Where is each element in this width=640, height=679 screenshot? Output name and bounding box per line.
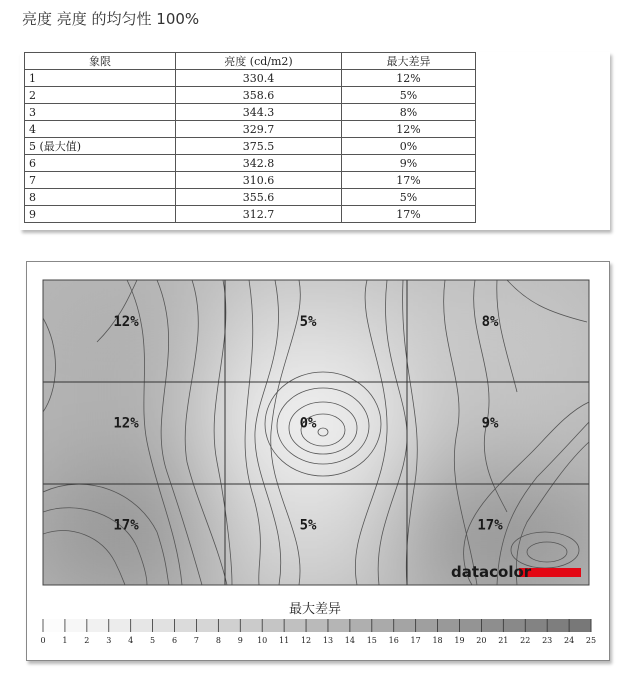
colorbar-tick-label: 8 xyxy=(215,636,221,645)
colorbar-segment xyxy=(503,619,525,632)
cell-quadrant: 8 xyxy=(25,189,176,206)
logo-text: datacolor xyxy=(451,563,532,581)
colorbar-tick-label: 10 xyxy=(257,636,268,645)
colorbar-tick-label: 5 xyxy=(150,636,156,645)
colorbar-tick-label: 1 xyxy=(62,636,68,645)
table-row xyxy=(25,189,476,206)
cell-max-diff: 17% xyxy=(342,206,476,223)
uniformity-table xyxy=(24,52,476,223)
colorbar-segment xyxy=(394,619,416,632)
quadrant-shade xyxy=(33,473,235,595)
cell-label-6: 9% xyxy=(481,415,499,432)
colorbar-segment xyxy=(328,619,350,632)
colorbar-tick-label: 14 xyxy=(344,636,355,645)
colorbar-segment xyxy=(459,619,481,632)
colorbar-segment xyxy=(218,619,240,632)
table-row xyxy=(25,206,476,223)
colorbar-tick-label: 11 xyxy=(279,636,290,645)
colorbar-segment xyxy=(153,619,175,632)
cell-max-diff: 8% xyxy=(342,104,476,121)
uniformity-heatmap xyxy=(27,262,609,660)
cell-luminance: 342.8 xyxy=(176,155,342,172)
table-row xyxy=(25,70,476,87)
colorbar-segment xyxy=(438,619,460,632)
header-quadrant: 象限 xyxy=(25,53,176,70)
colorbar-segment xyxy=(416,619,438,632)
table-row xyxy=(25,155,476,172)
colorbar-segment xyxy=(87,619,109,632)
cell-luminance: 375.5 xyxy=(176,138,342,155)
cell-label-4: 12% xyxy=(113,415,139,432)
colorbar-tick-label: 12 xyxy=(300,636,312,645)
header-max-diff: 最大差异 xyxy=(342,53,476,70)
colorbar-segment xyxy=(240,619,262,632)
cell-quadrant: 5 (最大值) xyxy=(25,138,176,155)
colorbar-tick-label: 6 xyxy=(171,636,178,645)
table-card xyxy=(20,52,610,230)
cell-quadrant: 4 xyxy=(25,121,176,138)
colorbar-segment xyxy=(306,619,328,632)
cell-label-3: 8% xyxy=(481,314,499,330)
colorbar-title: 最大差异 xyxy=(288,602,342,617)
colorbar-segment xyxy=(262,619,284,632)
colorbar-tick-label: 4 xyxy=(128,636,134,645)
colorbar xyxy=(40,619,596,645)
colorbar-tick-label: 0 xyxy=(40,636,46,645)
colorbar-segment xyxy=(175,619,197,632)
colorbar-tick-label: 13 xyxy=(322,636,334,645)
colorbar-tick-label: 25 xyxy=(585,636,597,645)
header-luminance: 亮度 (cd/m2) xyxy=(176,53,342,70)
colorbar-segment xyxy=(131,619,153,632)
table-row xyxy=(25,138,476,155)
colorbar-segment xyxy=(109,619,131,632)
colorbar-segment xyxy=(569,619,591,632)
colorbar-segment xyxy=(43,619,65,632)
colorbar-tick-label: 19 xyxy=(454,636,465,645)
cell-max-diff: 12% xyxy=(342,121,476,138)
colorbar-tick-label: 9 xyxy=(237,636,243,645)
colorbar-segment xyxy=(284,619,306,632)
colorbar-segment xyxy=(65,619,87,632)
cell-quadrant: 2 xyxy=(25,87,176,104)
colorbar-segment xyxy=(525,619,547,632)
colorbar-tick-label: 2 xyxy=(84,636,90,645)
cell-luminance: 312.7 xyxy=(176,206,342,223)
colorbar-segment xyxy=(196,619,218,632)
colorbar-tick-label: 18 xyxy=(432,636,443,645)
cell-max-diff: 12% xyxy=(342,70,476,87)
cell-label-9: 17% xyxy=(477,517,503,534)
colorbar-tick-label: 21 xyxy=(498,636,509,645)
cell-quadrant: 7 xyxy=(25,172,176,189)
quadrant-shade xyxy=(215,473,417,595)
cell-quadrant: 9 xyxy=(25,206,176,223)
colorbar-tick-label: 15 xyxy=(366,636,377,645)
cell-quadrant: 1 xyxy=(25,70,176,87)
colorbar-segment xyxy=(372,619,394,632)
cell-max-diff: 5% xyxy=(342,87,476,104)
colorbar-segment xyxy=(481,619,503,632)
colorbar-tick-label: 17 xyxy=(410,636,421,645)
cell-label-5: 0% xyxy=(299,415,317,432)
colorbar-tick-label: 3 xyxy=(106,636,112,645)
table-row xyxy=(25,104,476,121)
cell-luminance: 310.6 xyxy=(176,172,342,189)
cell-max-diff: 9% xyxy=(342,155,476,172)
colorbar-tick-label: 24 xyxy=(563,636,575,645)
cell-label-2: 5% xyxy=(299,314,317,330)
cell-max-diff: 17% xyxy=(342,172,476,189)
uniformity-chart-card xyxy=(26,261,610,661)
cell-label-1: 12% xyxy=(113,314,139,330)
colorbar-tick-label: 23 xyxy=(542,636,553,645)
table-row xyxy=(25,172,476,189)
table-header-row xyxy=(25,53,476,70)
cell-luminance: 355.6 xyxy=(176,189,342,206)
cell-label-8: 5% xyxy=(299,517,317,534)
colorbar-segment xyxy=(547,619,569,632)
table-row xyxy=(25,87,476,104)
cell-max-diff: 0% xyxy=(342,138,476,155)
cell-quadrant: 3 xyxy=(25,104,176,121)
colorbar-tick-label: 20 xyxy=(476,636,487,645)
colorbar-tick-label: 22 xyxy=(520,636,531,645)
cell-label-7: 17% xyxy=(113,517,139,534)
cell-luminance: 330.4 xyxy=(176,70,342,87)
cell-luminance: 344.3 xyxy=(176,104,342,121)
colorbar-tick-label: 7 xyxy=(193,636,199,645)
page-title: 亮度 亮度 的均匀性 100% xyxy=(22,10,200,28)
cell-luminance: 329.7 xyxy=(176,121,342,138)
table-row xyxy=(25,121,476,138)
cell-quadrant: 6 xyxy=(25,155,176,172)
colorbar-tick-label: 16 xyxy=(388,636,399,645)
cell-luminance: 358.6 xyxy=(176,87,342,104)
colorbar-segment xyxy=(350,619,372,632)
cell-max-diff: 5% xyxy=(342,189,476,206)
